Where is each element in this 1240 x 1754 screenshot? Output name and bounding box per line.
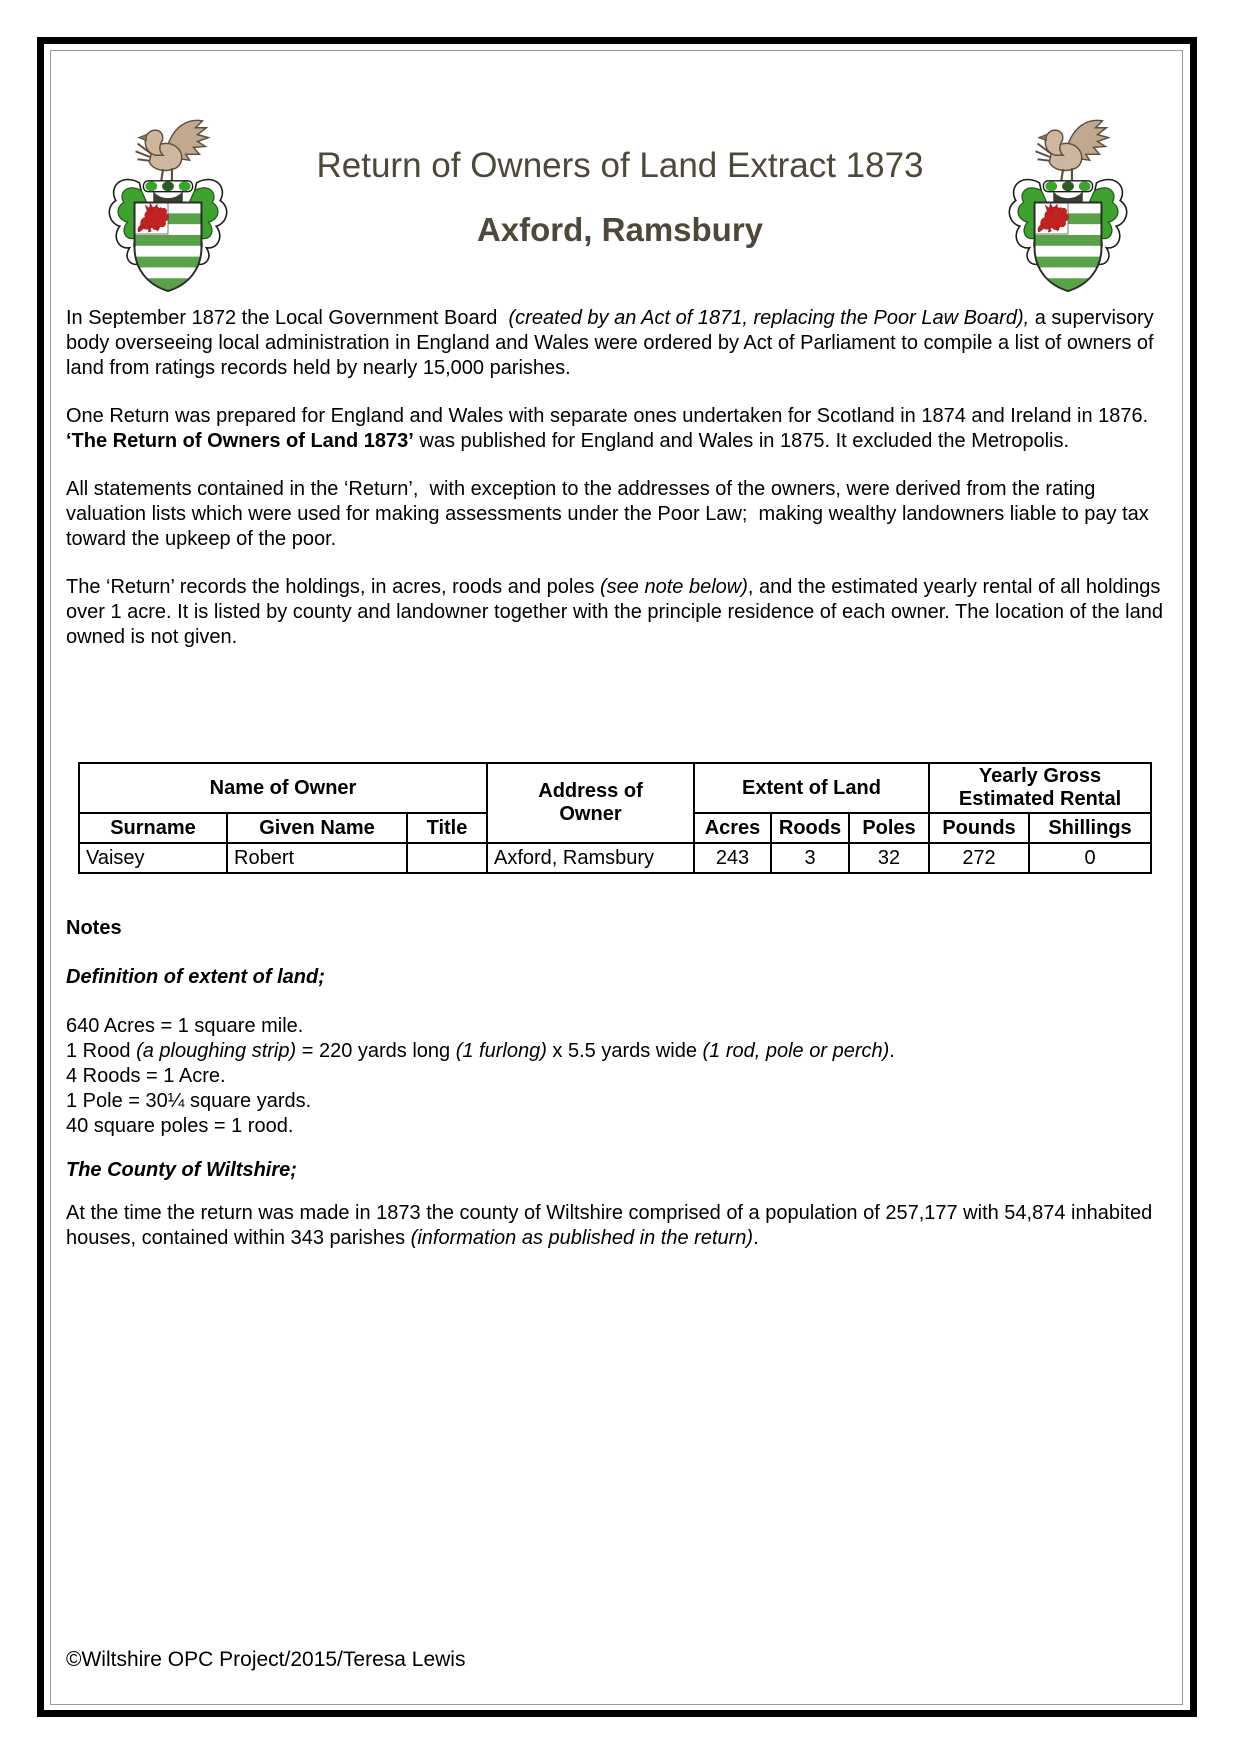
copyright-line: ©Wiltshire OPC Project/2015/Teresa Lewis bbox=[66, 1648, 466, 1671]
definition-line-2: 1 Rood (a ploughing strip) = 220 yards long (1 furlong) x 5.5 yards wide (1 rod, pole or perch). bbox=[66, 1040, 895, 1062]
wiltshire-coat-of-arms-left-icon bbox=[104, 112, 232, 294]
county-paragraph-text: At the time the return was made in 1873 the county of Wiltshire comprised of a population of 257,177 with 54,874 inhabited houses, contained within 343 parishes (information as published in the return). bbox=[66, 1202, 1158, 1249]
intro-paragraph-4: The ‘Return’ records the holdings, in acres, roods and poles (see note below), and the estimated yearly rental of all holdings over 1 acre. It is listed by county and landowner together with the principle residence of each owner. The location of the land owned is not given. bbox=[66, 576, 1169, 648]
cell-title bbox=[407, 843, 487, 873]
intro-paragraph-3: All statements contained in the ‘Return’, with exception to the addresses of the owners, were derived from the rating valuation lists which were used for making assessments under the Poor Law; making wealthy landowners liable to pay tax toward the upkeep of the poor. bbox=[66, 478, 1155, 550]
group-header-extent-of-land: Extent of Land bbox=[694, 763, 929, 813]
yearly-rental-label: Yearly Gross Estimated Rental bbox=[958, 765, 1122, 810]
intro-paragraphs bbox=[66, 306, 1176, 673]
wiltshire-coat-of-arms-right-icon bbox=[1004, 112, 1132, 294]
definition-list bbox=[66, 1014, 1176, 1139]
column-header-title: Title bbox=[407, 813, 487, 843]
cell-given-name: Robert bbox=[227, 843, 407, 873]
group-header-yearly-rental bbox=[929, 763, 1151, 813]
page-inner-border bbox=[50, 50, 1183, 1705]
column-header-acres: Acres bbox=[694, 813, 771, 843]
column-header-surname: Surname bbox=[79, 813, 227, 843]
county-paragraph bbox=[66, 1201, 1176, 1251]
cell-shillings: 0 bbox=[1029, 843, 1151, 873]
page-subtitle: Axford, Ramsbury bbox=[476, 211, 764, 248]
cell-acres: 243 bbox=[694, 843, 771, 873]
column-header-poles: Poles bbox=[849, 813, 929, 843]
intro-paragraph-1: In September 1872 the Local Government Board (created by an Act of 1871, replacing the Poor Law Board), a supervisory body overseeing local administration in England and Wales were ordered by Act of Parliament to compile a list of owners of land from ratings records held by nearly 15,000 parishes. bbox=[66, 307, 1160, 379]
cell-poles: 32 bbox=[849, 843, 929, 873]
column-header-shillings: Shillings bbox=[1029, 813, 1151, 843]
column-header-given-name: Given Name bbox=[227, 813, 407, 843]
county-heading: The County of Wiltshire; bbox=[66, 1159, 297, 1181]
notes-heading: Notes bbox=[66, 917, 122, 939]
cell-surname: Vaisey bbox=[79, 843, 227, 873]
cell-pounds: 272 bbox=[929, 843, 1029, 873]
cell-address: Axford, Ramsbury bbox=[487, 843, 694, 873]
cell-roods: 3 bbox=[771, 843, 849, 873]
definition-line-5: 40 square poles = 1 rood. bbox=[66, 1115, 294, 1137]
owners-table bbox=[78, 762, 1152, 874]
definition-line-4: 1 Pole = 30¼ square yards. bbox=[66, 1090, 312, 1112]
table-row bbox=[79, 843, 1151, 873]
column-header-pounds: Pounds bbox=[929, 813, 1029, 843]
definition-line-1: 640 Acres = 1 square mile. bbox=[66, 1015, 304, 1037]
address-of-owner-label: Address of Owner bbox=[538, 780, 643, 825]
definition-heading: Definition of extent of land; bbox=[66, 966, 325, 988]
group-header-name-of-owner: Name of Owner bbox=[79, 763, 487, 813]
page-title: Return of Owners of Land Extract 1873 bbox=[316, 146, 924, 185]
column-header-roods: Roods bbox=[771, 813, 849, 843]
definition-line-3: 4 Roods = 1 Acre. bbox=[66, 1065, 226, 1087]
group-header-address-of-owner bbox=[487, 763, 694, 843]
intro-paragraph-2: One Return was prepared for England and Wales with separate ones undertaken for Scotland in 1874 and Ireland in 1876. ‘The Return of Owners of Land 1873’ was published for England and Wales in 1875. It excluded the Metropolis. bbox=[66, 405, 1160, 452]
